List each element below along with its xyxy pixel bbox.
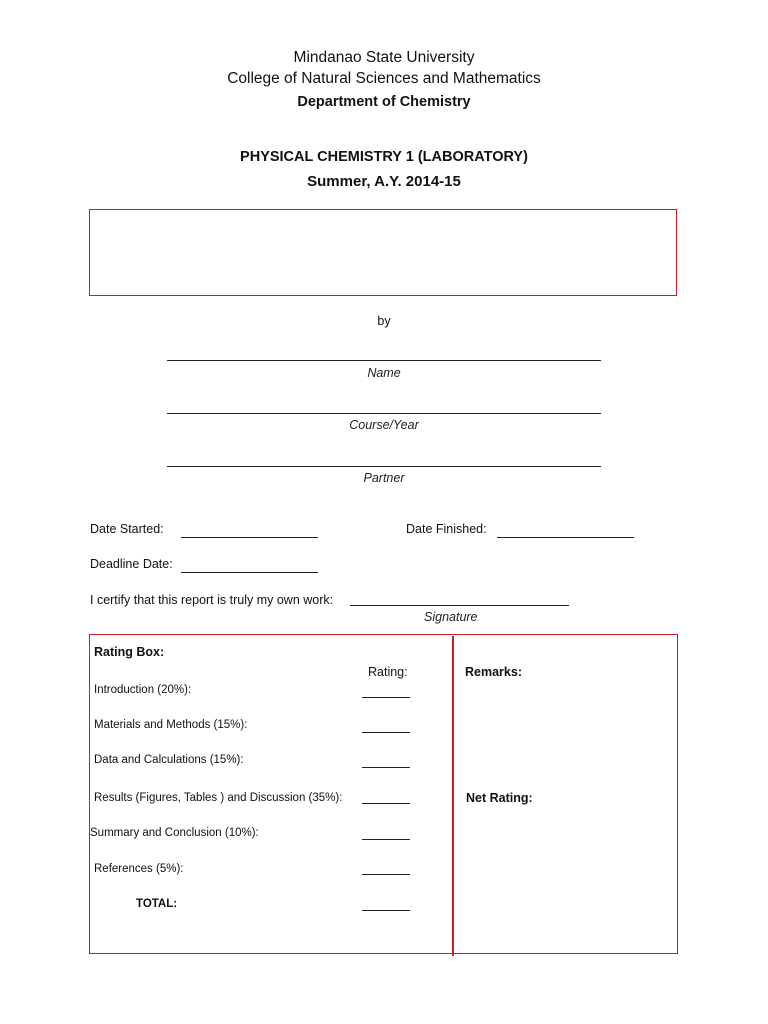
department-name: Department of Chemistry — [297, 94, 471, 110]
rating-line-materials[interactable] — [362, 732, 410, 733]
by-label: by — [377, 314, 391, 328]
date-finished-label: Date Finished: — [406, 522, 487, 536]
date-finished-line[interactable] — [497, 537, 634, 538]
rating-line-introduction[interactable] — [362, 697, 410, 698]
rating-item-introduction: Introduction (20%): — [94, 684, 192, 696]
university-name: Mindanao State University — [293, 49, 475, 66]
report-title-box[interactable] — [89, 209, 677, 296]
rating-item-results: Results (Figures, Tables ) and Discussion (35%): — [94, 792, 343, 804]
remarks-header: Remarks: — [465, 665, 522, 679]
rating-line-results[interactable] — [362, 803, 410, 804]
rating-item-references: References (5%): — [94, 863, 184, 875]
rating-line-summary[interactable] — [362, 839, 410, 840]
total-label: TOTAL: — [136, 898, 178, 910]
partner-line[interactable] — [167, 466, 601, 467]
signature-line[interactable] — [350, 605, 569, 606]
course-year-label: Course/Year — [349, 418, 419, 432]
name-line[interactable] — [167, 360, 601, 361]
rating-line-total[interactable] — [362, 910, 410, 911]
name-label: Name — [367, 366, 401, 380]
deadline-date-line[interactable] — [181, 572, 318, 573]
deadline-date-label: Deadline Date: — [90, 557, 173, 571]
rating-header: Rating: — [368, 665, 408, 679]
date-started-label: Date Started: — [90, 522, 164, 536]
course-title: PHYSICAL CHEMISTRY 1 (LABORATORY) — [240, 149, 528, 165]
date-started-line[interactable] — [181, 537, 318, 538]
rating-line-data[interactable] — [362, 767, 410, 768]
rating-box-title: Rating Box: — [94, 645, 165, 659]
term: Summer, A.Y. 2014-15 — [307, 173, 461, 190]
college-name: College of Natural Sciences and Mathematics — [227, 70, 541, 87]
partner-label: Partner — [363, 471, 405, 485]
rating-box-divider — [452, 636, 454, 956]
rating-item-summary: Summary and Conclusion (10%): — [90, 827, 259, 839]
rating-item-materials: Materials and Methods (15%): — [94, 719, 248, 731]
certify-text: I certify that this report is truly my own work: — [90, 593, 334, 607]
rating-line-references[interactable] — [362, 874, 410, 875]
net-rating-label: Net Rating: — [466, 791, 533, 805]
course-year-line[interactable] — [167, 413, 601, 414]
signature-label: Signature — [424, 610, 478, 624]
rating-item-data: Data and Calculations (15%): — [94, 754, 244, 766]
